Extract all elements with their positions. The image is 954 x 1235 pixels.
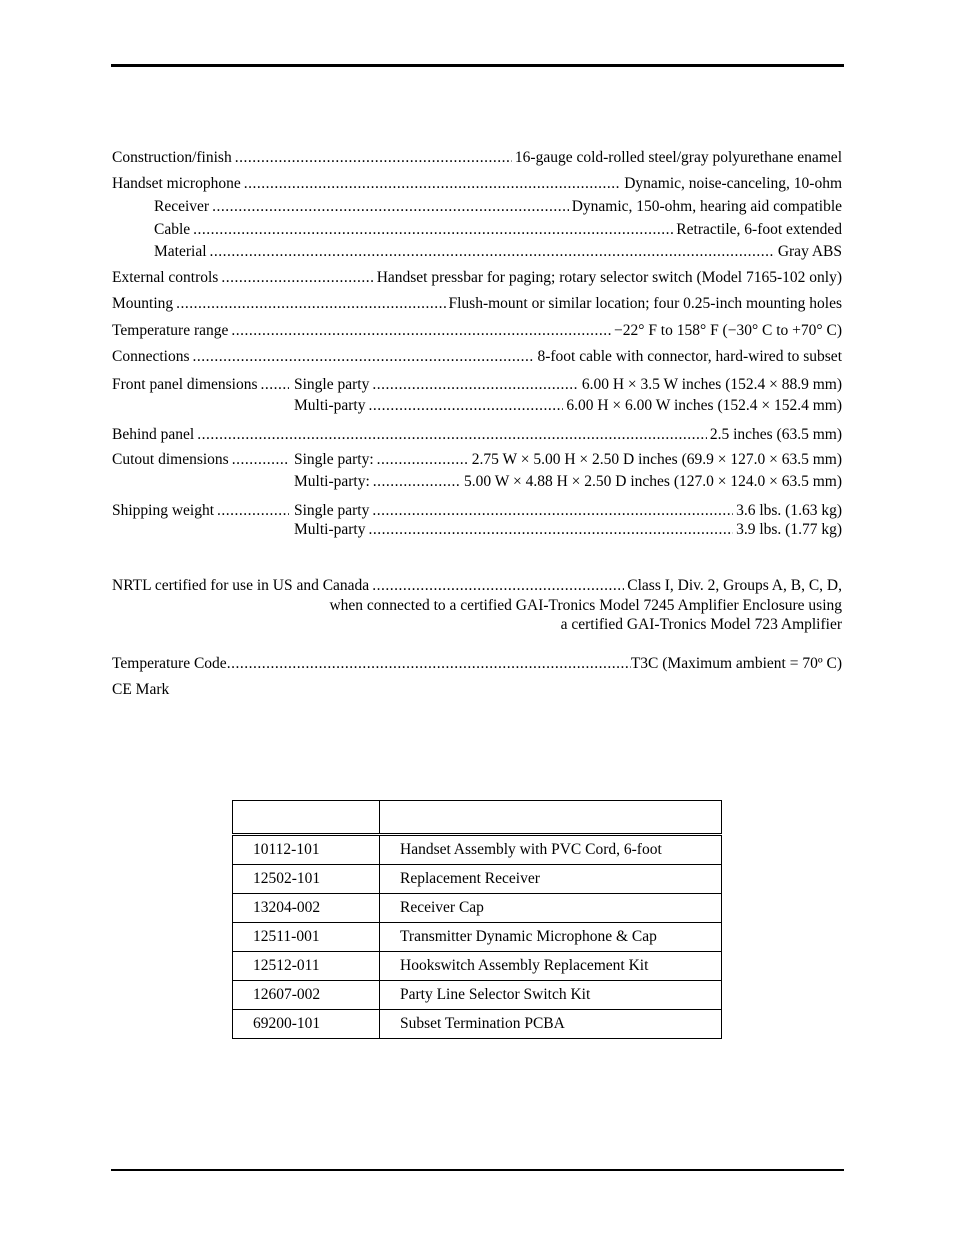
spec-handset-microphone: Handset microphone ..... Dynamic, noise-canceling, 10-ohm — [112, 174, 842, 194]
part-number: 12511-001 — [233, 923, 380, 952]
spec-connections: Connections ..... 8-foot cable with connector, hard-wired to subset — [112, 347, 842, 367]
part-description: Transmitter Dynamic Microphone & Cap — [380, 923, 722, 952]
spec-receiver: Receiver ..... Dynamic, 150-ohm, hearing aid compatible — [154, 197, 842, 217]
part-number: 12607-002 — [233, 981, 380, 1010]
table-row — [233, 952, 722, 981]
table-row — [233, 835, 722, 865]
part-description: Party Line Selector Switch Kit — [380, 981, 722, 1010]
spec-shipping-single: Single party ..... 3.6 lbs. (1.63 kg) — [294, 501, 842, 521]
spec-shipping-label: Shipping weight ..... — [112, 501, 292, 521]
cert-nrtl-line3: a certified GAI-Tronics Model 723 Amplifier — [560, 616, 842, 633]
cert-ce-mark: CE Mark — [112, 681, 170, 698]
parts-header-cell-1 — [233, 801, 380, 835]
part-number: 12512-011 — [233, 952, 380, 981]
spec-cable: Cable ..... Retractile, 6-foot extended — [154, 220, 842, 240]
spec-shipping-multi: Multi-party ..... 3.9 lbs. (1.77 kg) — [294, 520, 842, 540]
header-rule — [111, 64, 844, 67]
part-description: Subset Termination PCBA — [380, 1010, 722, 1039]
part-number: 10112-101 — [233, 835, 380, 865]
part-number: 13204-002 — [233, 894, 380, 923]
spec-cutout-label: Cutout dimensions ..... — [112, 450, 292, 470]
spec-front-panel-label: Front panel dimensions ..... — [112, 375, 292, 395]
part-description: Hookswitch Assembly Replacement Kit — [380, 952, 722, 981]
cert-nrtl-line2: when connected to a certified GAI-Tronics Model 7245 Amplifier Enclosure using — [329, 597, 842, 614]
table-row — [233, 894, 722, 923]
part-description: Handset Assembly with PVC Cord, 6-foot — [380, 835, 722, 865]
parts-header-cell-2 — [380, 801, 722, 835]
table-row — [233, 1010, 722, 1039]
spec-front-panel-multi: Multi-party ..... 6.00 H × 6.00 W inches (152.4 × 152.4 mm) — [294, 396, 842, 416]
spec-material: Material ..... Gray ABS — [154, 242, 842, 262]
spec-temperature-range: Temperature range ..... −22° F to 158° F (−30° C to +70° C) — [112, 321, 842, 341]
footer-rule — [111, 1169, 844, 1171]
spec-construction: Construction/finish ..... 16-gauge cold-rolled steel/gray polyurethane enamel — [112, 148, 842, 168]
spec-cutout-multi: Multi-party: ..... 5.00 W × 4.88 H × 2.50 D inches (127.0 × 124.0 × 63.5 mm) — [294, 472, 842, 492]
cert-nrtl: NRTL certified for use in US and Canada ..... Class I, Div. 2, Groups A, B, C, D, — [112, 576, 842, 596]
part-number: 12502-101 — [233, 865, 380, 894]
spec-behind-panel: Behind panel ..... 2.5 inches (63.5 mm) — [112, 425, 842, 445]
spec-external-controls: External controls ..... Handset pressbar for paging; rotary selector switch (Model 7165-102 only) — [112, 268, 842, 288]
part-number: 69200-101 — [233, 1010, 380, 1039]
part-description: Receiver Cap — [380, 894, 722, 923]
spec-front-panel-single: Single party ..... 6.00 H × 3.5 W inches (152.4 × 88.9 mm) — [294, 375, 842, 395]
table-row — [233, 923, 722, 952]
parts-table — [232, 800, 722, 1039]
table-row — [233, 865, 722, 894]
cert-temperature-code: Temperature Code ..... T3C (Maximum ambient = 70º C) — [112, 654, 842, 674]
spec-mounting: Mounting ..... Flush-mount or similar location; four 0.25-inch mounting holes — [112, 294, 842, 314]
spec-cutout-single: Single party: ..... 2.75 W × 5.00 H × 2.50 D inches (69.9 × 127.0 × 63.5 mm) — [294, 450, 842, 470]
parts-table-header — [233, 801, 722, 835]
table-row — [233, 981, 722, 1010]
part-description: Replacement Receiver — [380, 865, 722, 894]
